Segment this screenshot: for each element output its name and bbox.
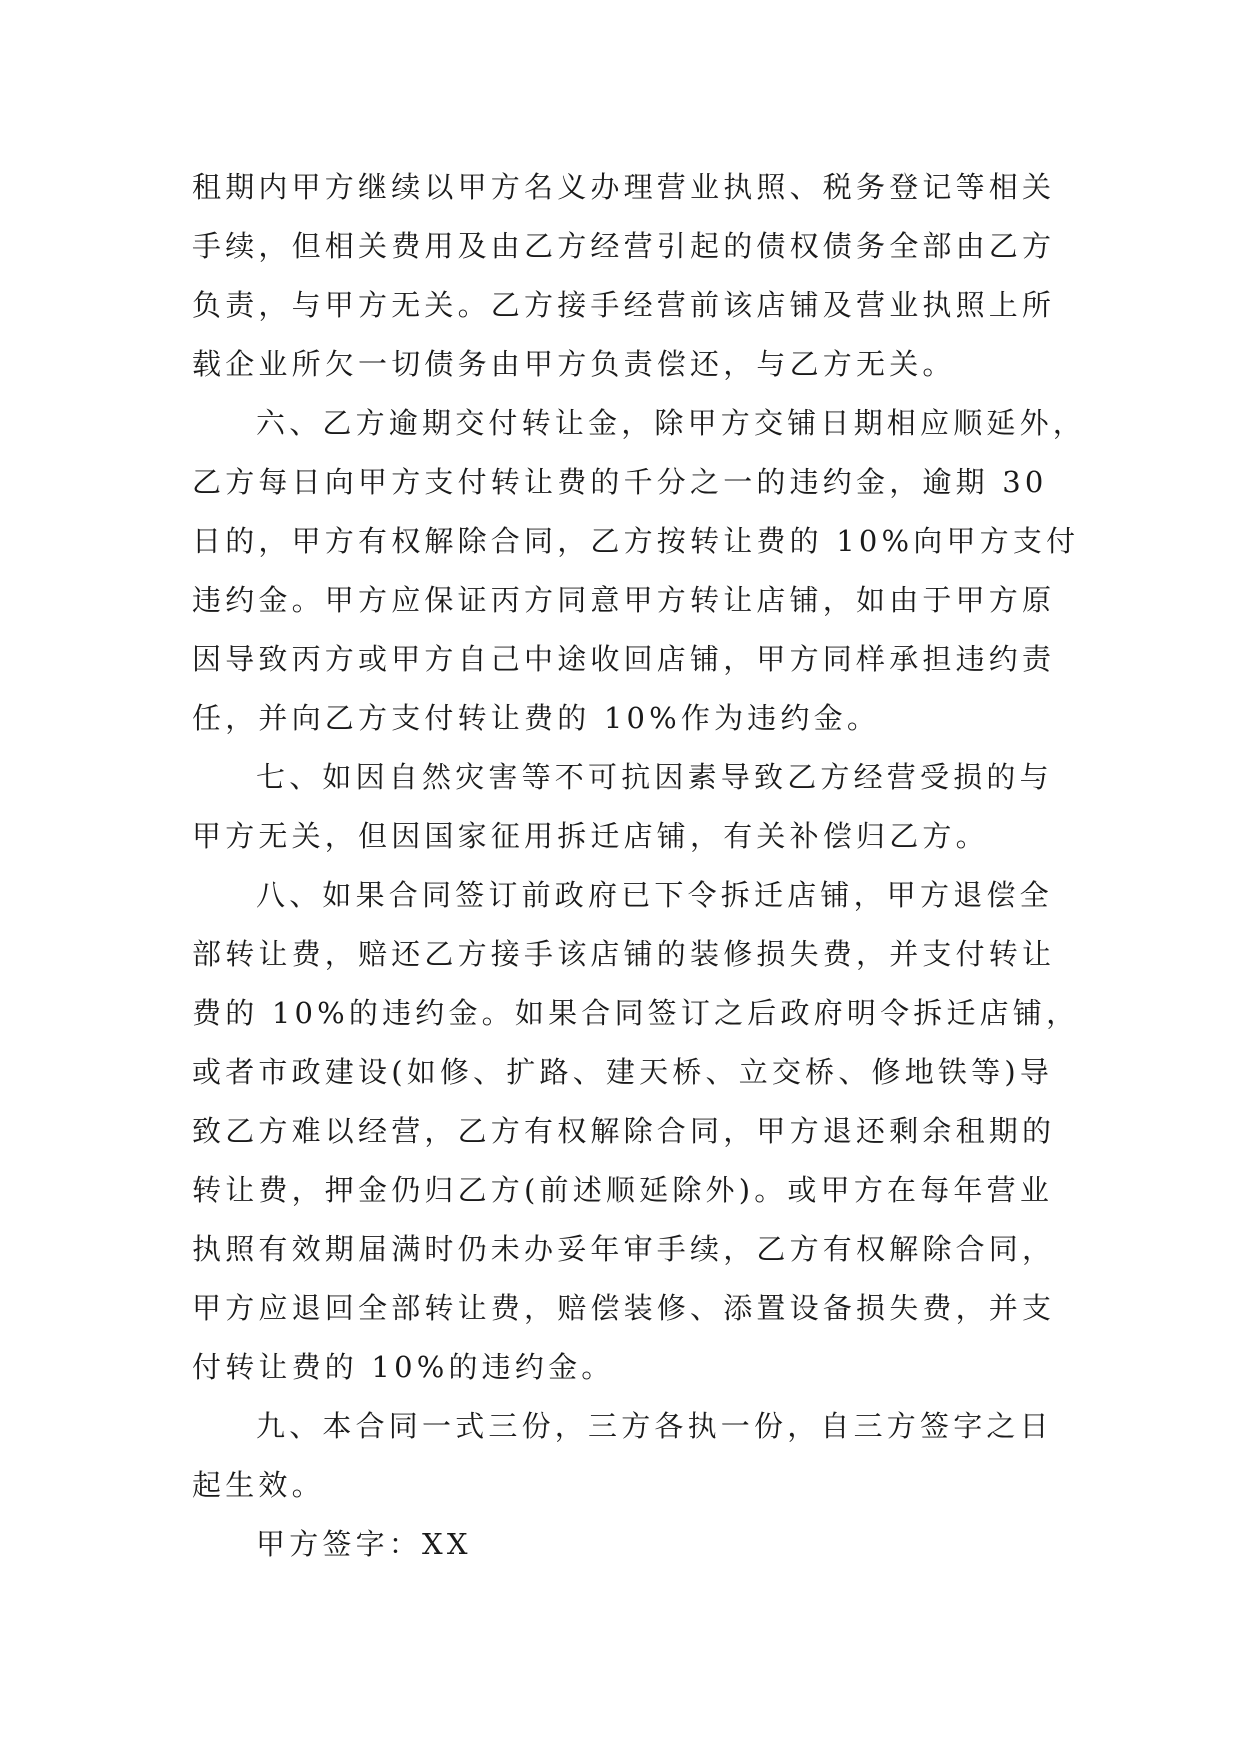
text-line: 甲方签字：XX [256,1527,472,1561]
text-line: 租期内甲方继续以甲方名义办理营业执照、税务登记等相关 [192,170,1056,204]
text-line: 起生效。 [192,1468,325,1502]
text-line: 九、本合同一式三份，三方各执一份，自三方签字之日 [256,1409,1053,1443]
text-line: 违约金。甲方应保证丙方同意甲方转让店铺，如由于甲方原 [192,583,1056,617]
text-line: 甲方无关，但因国家征用拆迁店铺，有关补偿归乙方。 [192,819,989,853]
text-line: 执照有效期届满时仍未办妥年审手续，乙方有权解除合同， [192,1232,1056,1266]
text-line: 任，并向乙方支付转让费的 10%作为违约金。 [192,701,881,735]
text-line: 手续，但相关费用及由乙方经营引起的债权债务全部由乙方 [192,229,1056,263]
text-line: 致乙方难以经营，乙方有权解除合同，甲方退还剩余租期的 [192,1114,1056,1148]
text-line: 或者市政建设(如修、扩路、建天桥、立交桥、修地铁等)导 [192,1055,1054,1089]
text-line: 部转让费，赔还乙方接手该店铺的装修损失费，并支付转让 [192,937,1056,971]
text-line: 载企业所欠一切债务由甲方负责偿还，与乙方无关。 [192,347,956,381]
text-line: 乙方每日向甲方支付转让费的千分之一的违约金，逾期 30 [192,465,1048,499]
text-line: 转让费，押金仍归乙方(前述顺延除外)。或甲方在每年营业 [192,1173,1054,1207]
contract-body [192,158,1087,1574]
text-line: 七、如因自然灾害等不可抗因素导致乙方经营受损的与 [256,760,1053,794]
text-line: 日的，甲方有权解除合同，乙方按转让费的 10%向甲方支付 [192,524,1080,558]
text-line: 甲方应退回全部转让费，赔偿装修、添置设备损失费，并支 [192,1291,1056,1325]
text-line: 费的 10%的违约金。如果合同签订之后政府明令拆迁店铺， [192,996,1080,1030]
text-line: 负责，与甲方无关。乙方接手经营前该店铺及营业执照上所 [192,288,1056,322]
text-line: 八、如果合同签订前政府已下令拆迁店铺，甲方退偿全 [256,878,1053,912]
text-line: 付转让费的 10%的违约金。 [192,1350,615,1384]
text-line: 因导致丙方或甲方自己中途收回店铺，甲方同样承担违约责 [192,642,1056,676]
text-line: 六、乙方逾期交付转让金，除甲方交铺日期相应顺延外， [256,406,1087,440]
